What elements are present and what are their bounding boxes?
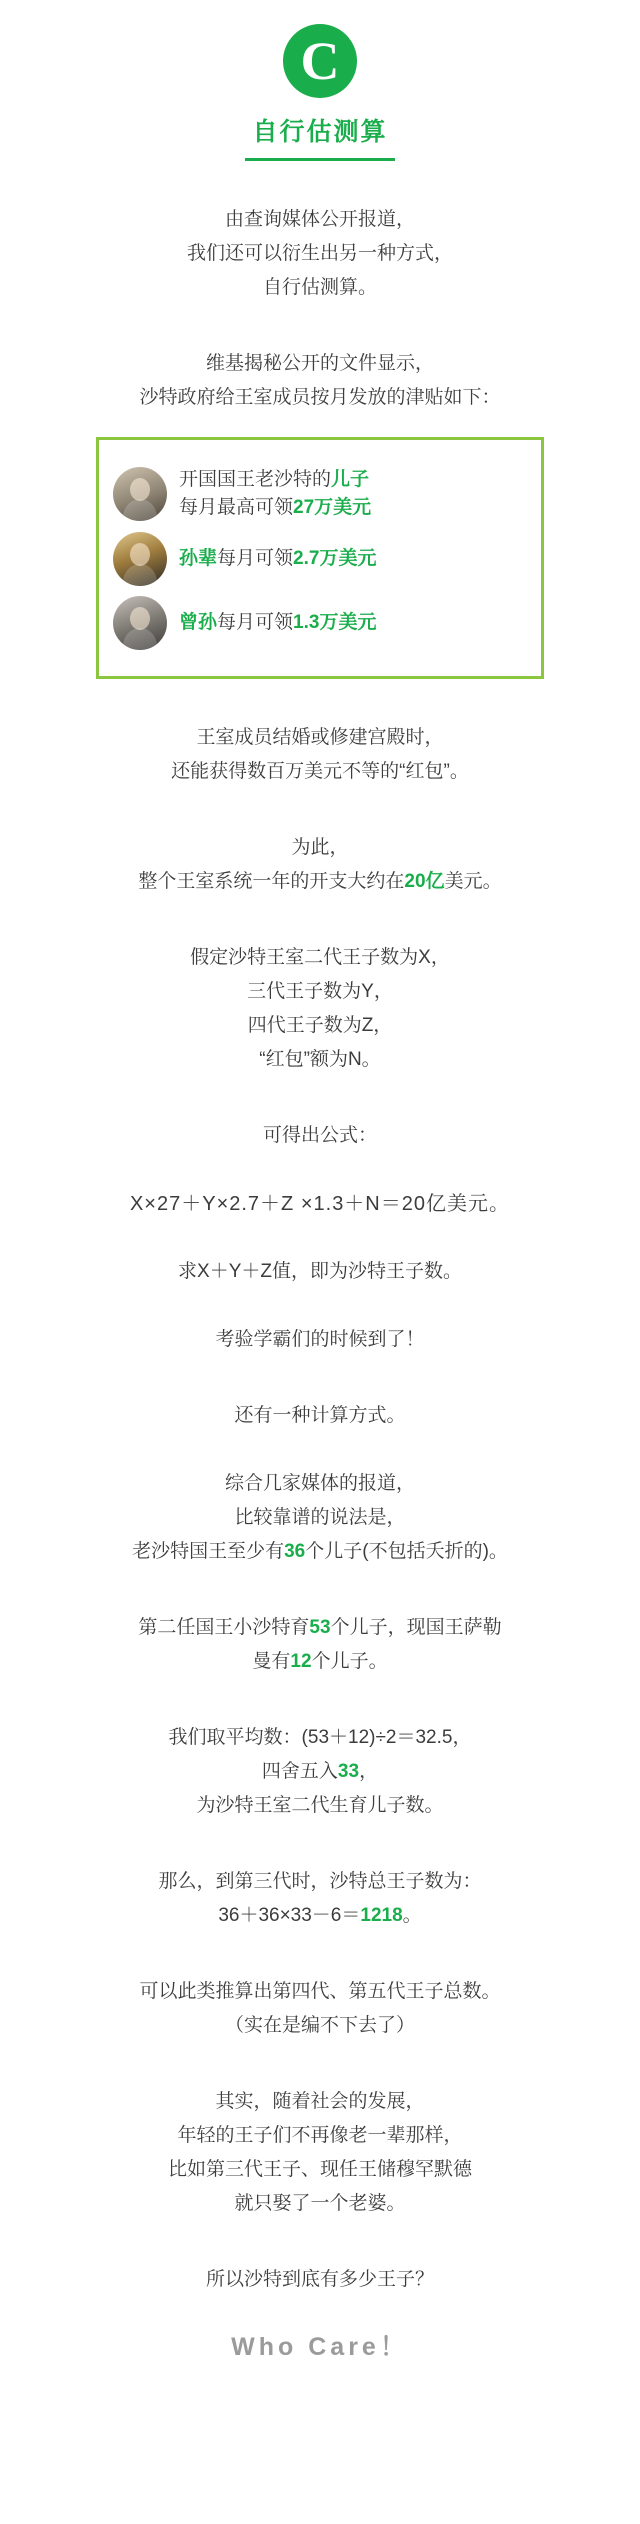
stipend-text [179,609,527,637]
wikileaks-paragraph [40,347,600,415]
assume-line-2: 三代王子数为Y， [247,981,393,1002]
alt-method-line-2: 比较靠谱的说法是， [234,1507,406,1528]
assume-line-1: 假定沙特王室二代王子数为X， [190,947,450,968]
stipend-line2-text: 每月最高可领 [179,497,294,518]
stipend-line2-highlight: 27万美元 [293,497,372,518]
section-badge-wrap [0,24,640,98]
average-line-2 [40,1755,600,1789]
stipend-line1-text: 开国国王老沙特的 [179,469,332,490]
redpacket-line-2: 还能获得数百万美元不等的“红包”。 [171,761,469,782]
closing-line-2: 年轻的王子们不再像老一辈那样， [177,2125,463,2146]
alt-method-line-3 [40,1535,600,1569]
intro-line-3: 自行估测算。 [262,277,377,298]
spacer [0,2221,640,2263]
average-paragraph [40,1721,600,1823]
formula-lead: 可得出公式： [262,1125,377,1146]
rounded-value-highlight: 33 [337,1761,360,1782]
total-line-2 [40,865,600,899]
average-line-3: 为沙特王室二代生育儿子数。 [196,1795,444,1816]
formula-expression: X×27＋Y×2.7＋Z ×1.3＋N＝20亿美元。 [129,1193,511,1215]
total-amount-highlight: 20亿 [404,871,445,892]
who-care-footer: Who Care！ [231,2333,409,2361]
spacer [0,1433,640,1467]
assume-line-4: “红包”额为N。 [259,1049,381,1070]
stipend-line2 [179,494,527,522]
stipend-row [113,532,527,586]
third-gen-post: 。 [402,1905,422,1926]
stipend-text [179,466,527,522]
closing-line-3: 比如第三代王子、现任王储穆罕默德 [167,2159,472,2180]
spacer [0,789,640,831]
wikileaks-line-1: 维基揭秘公开的文件显示， [205,353,434,374]
average-line-1: 我们取平均数：(53＋12)÷2＝32.5， [168,1727,472,1748]
total-line-1: 为此， [291,837,349,858]
formula-solve: 求X＋Y＋Z值，即为沙特王子数。 [178,1261,462,1282]
intro-line-1: 由查询媒体公开报道， [224,209,415,230]
rounding-pre: 四舍五入 [261,1761,338,1782]
spacer [0,1221,640,1255]
spacer [0,2043,640,2085]
closing-paragraph [40,2085,600,2221]
spacer [0,1077,640,1119]
alt-method-lead: 还有一种计算方式。 [234,1405,406,1426]
second-king-paragraph [40,1611,600,1679]
alt-line3-pre: 老沙特国王至少有 [132,1541,285,1562]
stipend-amount-highlight: 2.7万美元 [293,548,377,569]
closing-line-1: 其实，随着社会的发展， [215,2091,425,2112]
great-grandson-portrait-avatar [113,596,167,650]
total-expense-paragraph [40,831,600,899]
alt-line3-post: 个儿子(不包括夭折的)。 [305,1541,508,1562]
stipend-subject-highlight: 曾孙 [179,612,218,633]
spacer [0,899,640,941]
third-gen-total-highlight: 1218 [360,1905,403,1926]
spacer [0,1569,640,1611]
spacer [0,1679,640,1721]
extrapolate-line-1: 可以此类推算出第四代、第五代王子总数。 [139,1981,501,2002]
salman-pre: 曼有 [252,1651,291,1672]
extrapolate-line-2: （实在是编不下去了） [224,2015,415,2036]
second-king-line-2 [40,1645,600,1679]
second-king-pre: 第二任国王小沙特育 [138,1617,310,1638]
stipend-row [113,466,527,522]
formula-quip: 考验学霸们的时候到了！ [215,1329,425,1350]
alt-method-line-1: 综合几家媒体的报道， [224,1473,415,1494]
second-king-line-1 [40,1611,600,1645]
stipend-subject-highlight: 孙辈 [179,548,218,569]
stipend-line-text: 每月可领 [217,612,294,633]
total-line2-post: 美元。 [444,871,502,892]
section-badge-letter: C [283,24,357,98]
spacer [0,1357,640,1399]
stipend-box [96,437,544,679]
spacer [0,679,640,721]
second-king-mid: 个儿子，现国王萨勒 [330,1617,502,1638]
stipend-amount-highlight: 1.3万美元 [293,612,377,633]
assumption-paragraph [40,941,600,1077]
stipend-line-text: 每月可领 [217,548,294,569]
avatar-face [130,607,150,630]
extrapolate-paragraph [40,1975,600,2043]
wikileaks-line-2: 沙特政府给王室成员按月发放的津贴如下： [139,387,501,408]
spacer [0,1289,640,1323]
avatar-face [130,478,150,501]
salman-post: 个儿子。 [311,1651,388,1672]
spacer [0,1933,640,1975]
page-title: 自行估测算 [252,118,388,146]
closing-line-4: 就只娶了一个老婆。 [234,2193,406,2214]
stipend-text [179,545,527,573]
spacer [0,161,640,203]
third-generation-paragraph [40,1865,600,1933]
ending-question: 所以沙特到底有多少王子？ [205,2269,434,2290]
spacer [0,305,640,347]
alt-sons-count-highlight: 36 [284,1541,306,1562]
grandson-portrait-avatar [113,532,167,586]
total-line2-pre: 整个王室系统一年的开支大约在 [138,871,405,892]
redpacket-line-1: 王室成员结婚或修建宫殿时， [196,727,444,748]
spacer [0,1823,640,1865]
alt-method-paragraph [40,1467,600,1569]
stipend-row [113,596,527,650]
third-gen-line-1: 那么，到第三代时，沙特总王子数为： [158,1871,482,1892]
intro-line-2: 我们还可以衍生出另一种方式， [186,243,453,264]
avatar-face [130,543,150,566]
third-gen-line-2 [40,1899,600,1933]
third-gen-expr: 36＋36×33－6＝ [218,1905,361,1926]
spacer [0,1153,640,1187]
stipend-line1-highlight: 儿子 [331,469,370,490]
assume-line-3: 四代王子数为Z， [247,1015,393,1036]
king-portrait-avatar [113,467,167,521]
rounding-post: ， [359,1761,379,1782]
second-king-count-highlight: 53 [309,1617,331,1638]
intro-paragraph [40,203,600,305]
salman-count-highlight: 12 [290,1651,312,1672]
redpacket-paragraph [40,721,600,789]
